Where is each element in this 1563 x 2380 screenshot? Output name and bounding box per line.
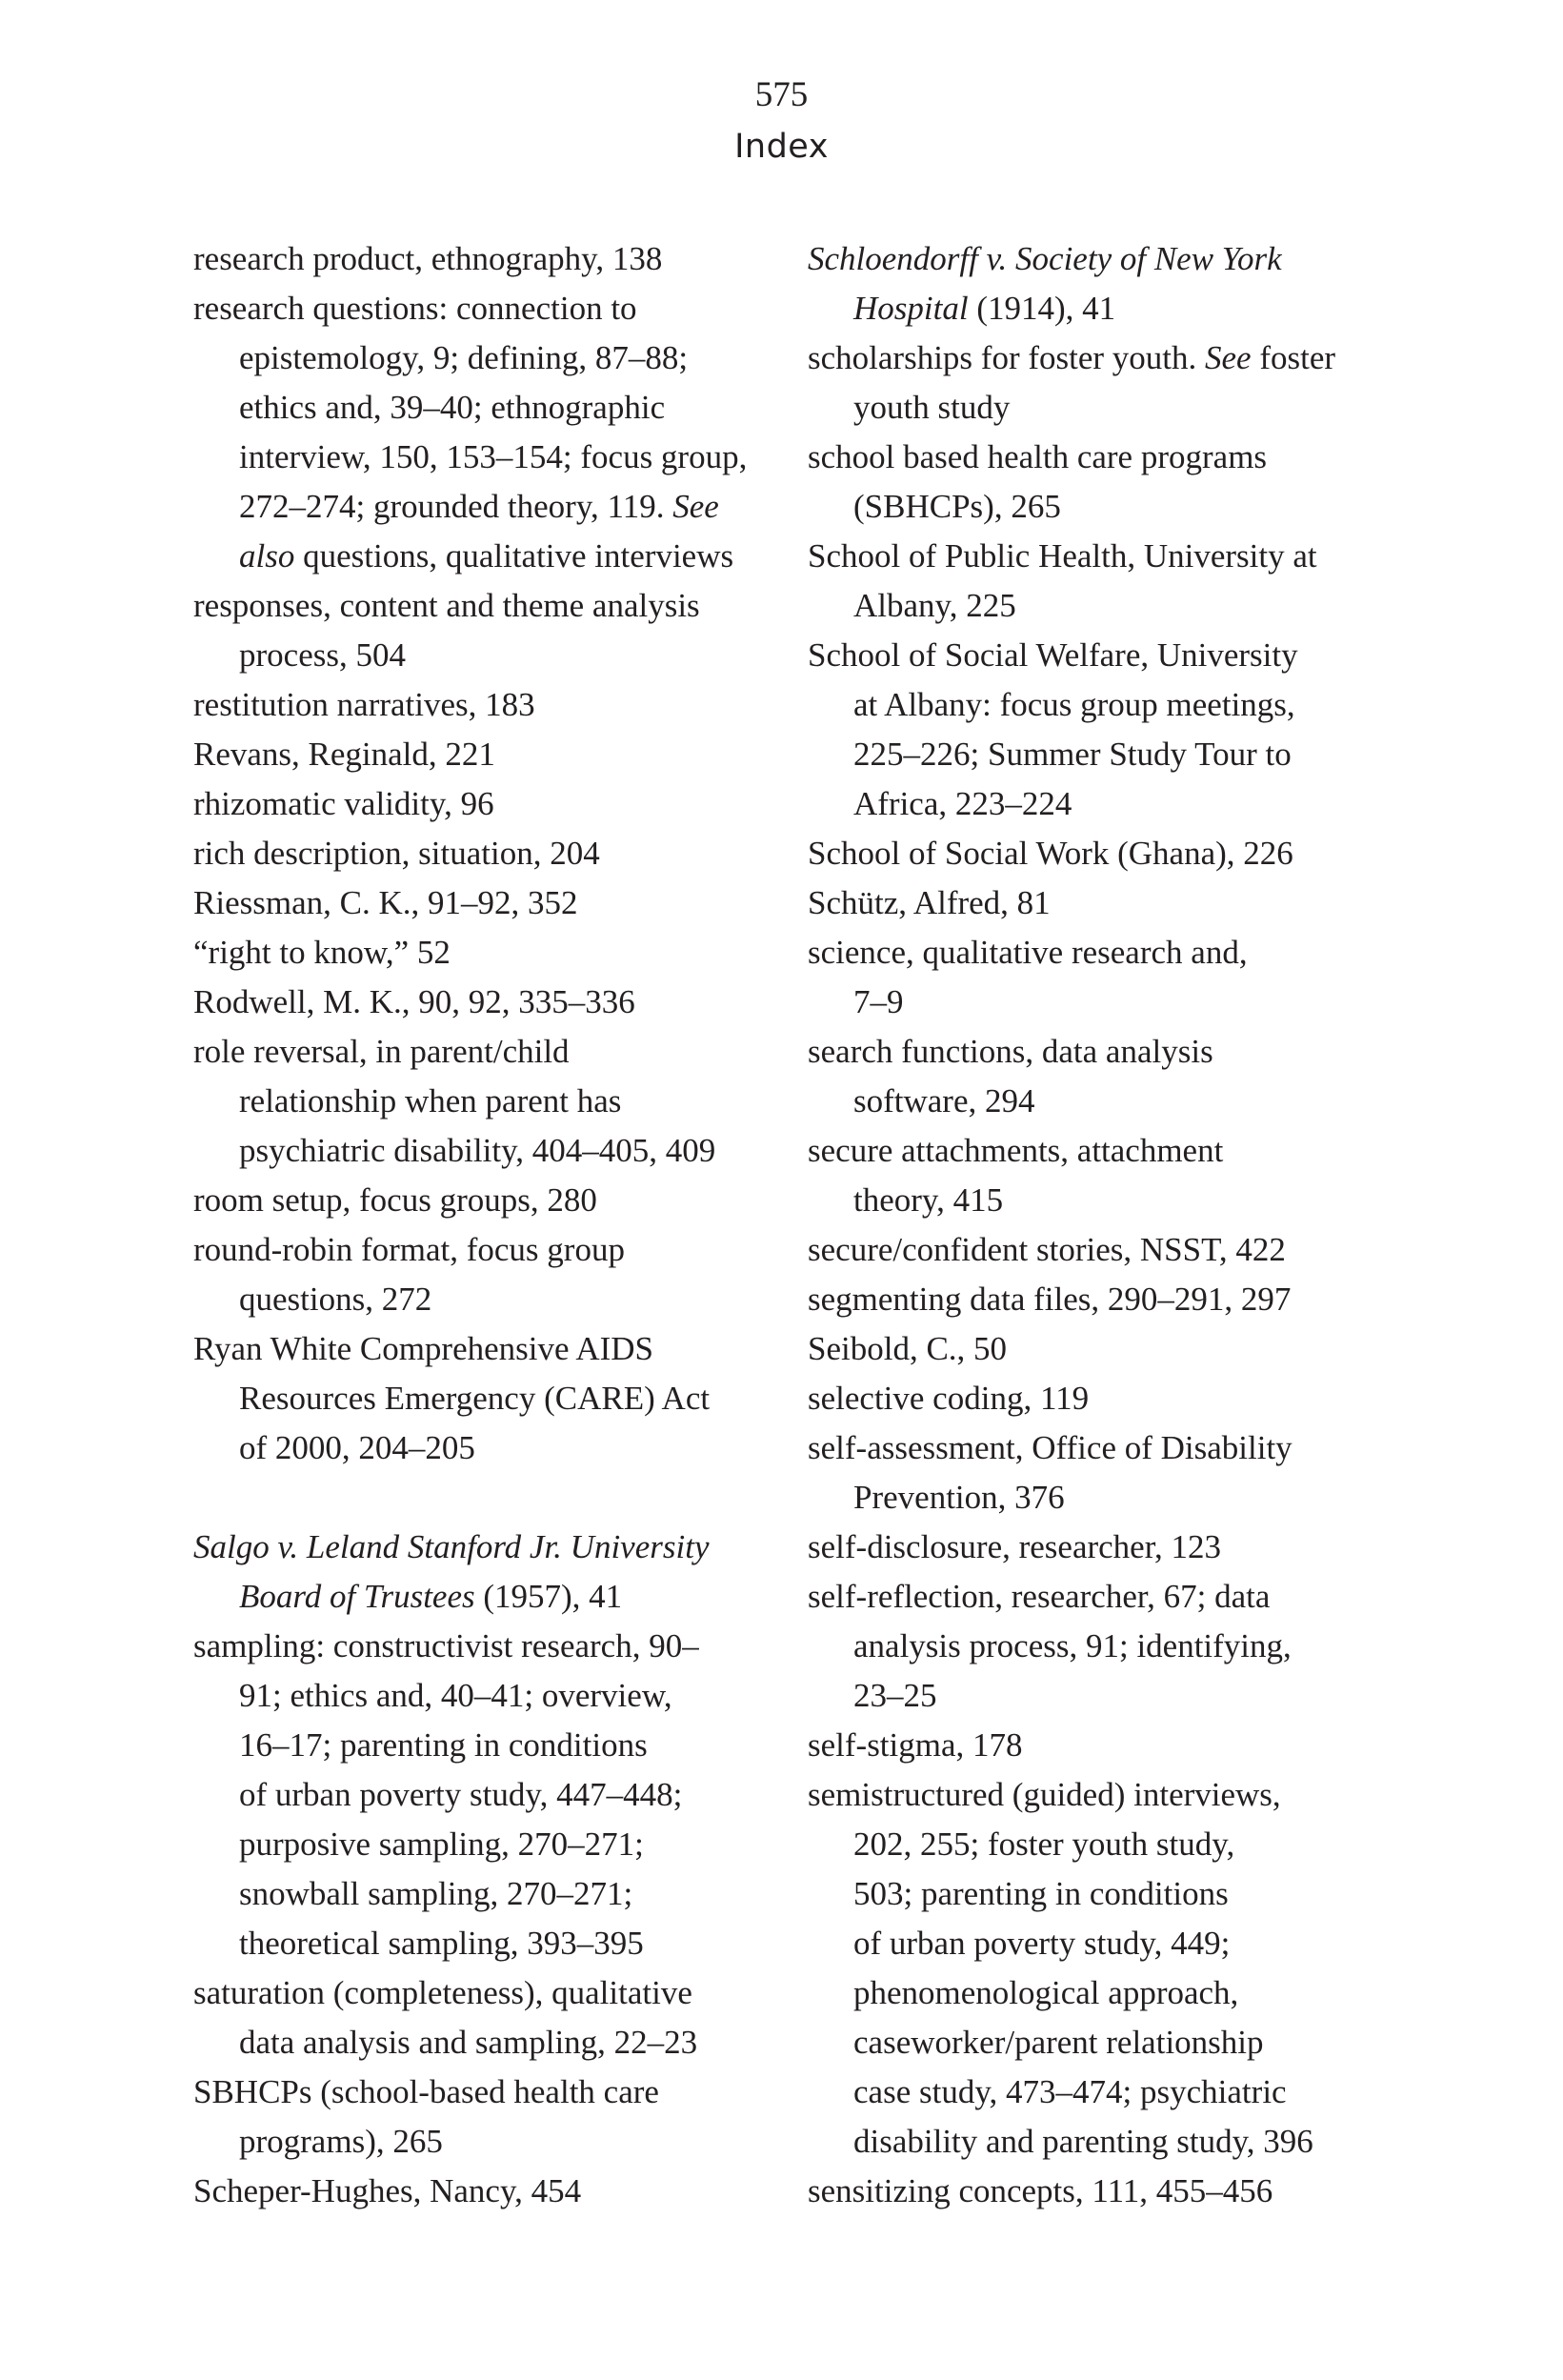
index-entry-continuation-line [239,482,784,532]
index-entry-continuation-line [239,1770,784,1820]
entry-text: interview, 150, 153–154; focus group, [239,438,748,475]
entry-text: of urban poverty study, 449; [853,1925,1231,1962]
index-entry [193,1176,784,1225]
index-entry-heading-line [808,878,1398,928]
index-entry-heading-line [193,730,784,779]
index-entry-continuation-line [853,978,1398,1027]
index-entry [808,829,1398,878]
index-entry-heading-line [193,928,784,978]
entry-text: 503; parenting in conditions [853,1875,1229,1912]
entry-text: of urban poverty study, 447–448; [239,1776,683,1813]
italic-text: See [1205,339,1252,376]
entry-text: software, 294 [853,1082,1035,1119]
index-entry [808,1126,1398,1225]
entry-text: Riessman, C. K., 91–92, 352 [193,884,578,921]
index-entry [808,2167,1398,2216]
index-entry [808,1423,1398,1523]
index-entry-heading-line [808,1126,1398,1176]
index-entry-continuation-line [239,631,784,680]
entry-text: scholarships for foster youth. [808,339,1206,376]
index-entry [193,829,784,878]
index-entry [193,680,784,730]
index-entry-heading-line [193,878,784,928]
index-entry-heading-line [808,829,1398,878]
index-entry-heading-line [808,1225,1398,1275]
index-entry [808,1324,1398,1374]
index-entry-continuation-line [853,482,1398,532]
entry-text: programs), 265 [239,2123,443,2160]
entry-text: search functions, data analysis [808,1033,1213,1070]
index-entry-heading-line [193,1176,784,1225]
running-head: Index [734,128,829,166]
entry-text: research questions: connection to [193,290,637,327]
index-entry-continuation-line [853,1473,1398,1523]
entry-text: 91; ethics and, 40–41; overview, [239,1677,672,1714]
entry-text: round-robin format, focus group [193,1231,625,1268]
index-entry-heading-line [808,1027,1398,1077]
index-entry-continuation-line [239,333,784,383]
index-entry-heading-line [808,1423,1398,1473]
entry-text: school based health care programs [808,438,1268,475]
italic-text: See [672,488,719,525]
entry-text: Albany, 225 [853,587,1016,624]
index-entry-continuation-line [853,1077,1398,1126]
index-entry [808,1225,1398,1275]
index-entry-heading-line [808,631,1398,680]
entry-text: 272–274; grounded theory, 119. [239,488,673,525]
index-entry [193,2167,784,2216]
index-entry-continuation-line [239,383,784,433]
index-entry-heading-line [193,1968,784,2018]
entry-text: role reversal, in parent/child [193,1033,570,1070]
entry-text: Ryan White Comprehensive AIDS [193,1330,654,1367]
index-entry-continuation-line [853,2117,1398,2167]
index-entry-continuation-line [239,1572,784,1622]
entry-text: 225–226; Summer Study Tour to [853,736,1292,773]
index-entry [193,1523,784,1622]
index-entry-continuation-line [853,1622,1398,1671]
index-entry-heading-line [808,433,1398,482]
index-entry-continuation-line [853,1820,1398,1869]
entry-text: disability and parenting study, 396 [853,2123,1313,2160]
entry-text: foster [1251,339,1336,376]
entry-text: Prevention, 376 [853,1479,1065,1516]
entry-text: Schütz, Alfred, 81 [808,884,1051,921]
index-entry-continuation-line [239,2117,784,2167]
entry-text: of 2000, 204–205 [239,1429,475,1466]
entry-text: 23–25 [853,1677,937,1714]
entry-text: questions, 272 [239,1281,432,1318]
entry-text: restitution narratives, 183 [193,686,535,723]
index-entry-heading-line [808,1324,1398,1374]
entry-text: research product, ethnography, 138 [193,240,663,277]
entry-text: SBHCPs (school-based health care [193,2073,659,2110]
index-entry-continuation-line [853,1671,1398,1721]
index-entry-heading-line [193,680,784,730]
index-entry-heading-line [193,2167,784,2216]
index-column-left [193,234,784,2216]
page-number: 575 [754,75,809,114]
letter-group-spacer [193,1473,784,1523]
index-entry-continuation-line [853,1176,1398,1225]
index-entry-continuation-line [853,2067,1398,2117]
index-entry [193,878,784,928]
index-entry-continuation-line [853,680,1398,730]
entry-text: selective coding, 119 [808,1380,1090,1417]
entry-text: sampling: constructivist research, 90– [193,1627,699,1664]
index-column-right [808,234,1398,2216]
entry-text: “right to know,” 52 [193,934,451,971]
entry-text: Africa, 223–224 [853,785,1072,822]
entry-text: saturation (completeness), qualitative [193,1974,692,2011]
entry-text: ethics and, 39–40; ethnographic [239,389,666,426]
index-entry-continuation-line [239,1919,784,1968]
entry-text: self-assessment, Office of Disability [808,1429,1292,1466]
index-entry-continuation-line [853,1869,1398,1919]
index-entry-continuation-line [853,730,1398,779]
entry-text: self-disclosure, researcher, 123 [808,1528,1221,1565]
entry-text: semistructured (guided) interviews, [808,1776,1281,1813]
index-entry-continuation-line [239,1126,784,1176]
index-entry-heading-line [193,978,784,1027]
entry-text: case study, 473–474; psychiatric [853,2073,1287,2110]
index-entry-heading-line [808,2167,1398,2216]
entry-text: phenomenological approach, [853,1974,1239,2011]
index-entry [193,2067,784,2167]
index-entry-heading-line [808,1721,1398,1770]
entry-text: relationship when parent has [239,1082,622,1119]
entry-text: School of Social Work (Ghana), 226 [808,835,1293,872]
entry-text: Resources Emergency (CARE) Act [239,1380,711,1417]
entry-text: epistemology, 9; defining, 87–88; [239,339,689,376]
italic-text: Hospital [853,290,969,327]
index-entry [808,333,1398,433]
entry-text: segmenting data files, 290–291, 297 [808,1281,1292,1318]
index-entry-continuation-line [239,1671,784,1721]
index-entry [808,1523,1398,1572]
entry-text: theoretical sampling, 393–395 [239,1925,644,1962]
entry-text: rhizomatic validity, 96 [193,785,494,822]
index-entry-heading-line [193,234,784,284]
entry-text: snowball sampling, 270–271; [239,1875,633,1912]
entry-text: theory, 415 [853,1181,1004,1219]
index-entry-continuation-line [239,1077,784,1126]
index-entry-heading-line [193,779,784,829]
index-entry-heading-line [193,1324,784,1374]
index-entry-heading-line [808,928,1398,978]
entry-text: Rodwell, M. K., 90, 92, 335–336 [193,983,635,1020]
index-entry-continuation-line [853,1919,1398,1968]
index-entry-heading-line [193,1225,784,1275]
index-entry [193,779,784,829]
index-entry-heading-line [193,1622,784,1671]
index-entry [193,1324,784,1473]
index-entry-continuation-line [239,2018,784,2067]
entry-text: room setup, focus groups, 280 [193,1181,597,1219]
entry-text: caseworker/parent relationship [853,2024,1264,2061]
index-entry-continuation-line [853,284,1398,333]
index-entry-continuation-line [853,779,1398,829]
entry-text: (SBHCPs), 265 [853,488,1061,525]
entry-text: School of Public Health, University at [808,537,1317,575]
entry-text: data analysis and sampling, 22–23 [239,2024,698,2061]
index-entry-continuation-line [239,1869,784,1919]
entry-text: self-stigma, 178 [808,1726,1023,1764]
italic-text: Schloendorff v. Society of New York [808,240,1282,277]
index-entry-continuation-line [239,532,784,581]
index-entry-heading-line [808,1770,1398,1820]
index-entry-heading-line [193,2067,784,2117]
index-entry-continuation-line [853,2018,1398,2067]
index-entry-heading-line [808,1275,1398,1324]
index-entry [808,1374,1398,1423]
index-entry-continuation-line [239,1423,784,1473]
index-entry [808,532,1398,631]
index-entry [808,234,1398,333]
index-entry-heading-line [193,829,784,878]
entry-text: science, qualitative research and, [808,934,1248,971]
index-entry [808,1572,1398,1721]
index-entry [193,581,784,680]
entry-text: purposive sampling, 270–271; [239,1825,644,1863]
index-entry-continuation-line [853,383,1398,433]
entry-text: (1957), 41 [474,1578,623,1615]
index-entry-continuation-line [239,433,784,482]
index-entry-heading-line [193,581,784,631]
index-entry [193,234,784,284]
index-entry [193,730,784,779]
entry-text: secure attachments, attachment [808,1132,1224,1169]
entry-text: 16–17; parenting in conditions [239,1726,648,1764]
index-entry-heading-line [193,1523,784,1572]
italic-text: Board of Trustees [239,1578,475,1615]
entry-text: Seibold, C., 50 [808,1330,1008,1367]
index-entry [808,631,1398,829]
index-entry-heading-line [808,1572,1398,1622]
index-entry [808,1275,1398,1324]
entry-text: Scheper-Hughes, Nancy, 454 [193,2172,582,2209]
index-entry-continuation-line [853,581,1398,631]
index-entry [193,284,784,581]
entry-text: psychiatric disability, 404–405, 409 [239,1132,716,1169]
entry-text: 7–9 [853,983,904,1020]
entry-text: 202, 255; foster youth study, [853,1825,1235,1863]
index-entry-continuation-line [853,1968,1398,2018]
index-entry [193,1225,784,1324]
index-entry [808,878,1398,928]
index-entry-heading-line [808,1374,1398,1423]
index-entry-continuation-line [239,1374,784,1423]
index-entry [808,1770,1398,2167]
index-entry-heading-line [808,532,1398,581]
entry-text: at Albany: focus group meetings, [853,686,1295,723]
index-entry-heading-line [193,1027,784,1077]
index-entry [193,1622,784,1968]
entry-text: analysis process, 91; identifying, [853,1627,1292,1664]
entry-text: School of Social Welfare, University [808,636,1298,674]
entry-text: (1914), 41 [968,290,1116,327]
index-entry [808,433,1398,532]
index-entry-heading-line [808,333,1398,383]
index-entry [193,978,784,1027]
index-entry-heading-line [193,284,784,333]
entry-text: process, 504 [239,636,406,674]
entry-text: responses, content and theme analysis [193,587,700,624]
entry-text: youth study [853,389,1011,426]
italic-text: Salgo v. Leland Stanford Jr. University [193,1528,710,1565]
entry-text: secure/confident stories, NSST, 422 [808,1231,1286,1268]
index-entry-heading-line [808,1523,1398,1572]
index-entry [808,1027,1398,1126]
index-entry [193,1027,784,1176]
italic-text: also [239,537,295,575]
index-entry [808,1721,1398,1770]
index-entry-continuation-line [239,1820,784,1869]
index-entry-continuation-line [239,1275,784,1324]
index-entry [193,1968,784,2067]
entry-text: rich description, situation, 204 [193,835,600,872]
entry-text: self-reflection, researcher, 67; data [808,1578,1271,1615]
entry-text: questions, qualitative interviews [294,537,734,575]
entry-text: Revans, Reginald, 221 [193,736,495,773]
index-entry [808,928,1398,1027]
index-entry-heading-line [808,234,1398,284]
index-entry-continuation-line [239,1721,784,1770]
entry-text: sensitizing concepts, 111, 455–456 [808,2172,1273,2209]
index-entry [193,928,784,978]
